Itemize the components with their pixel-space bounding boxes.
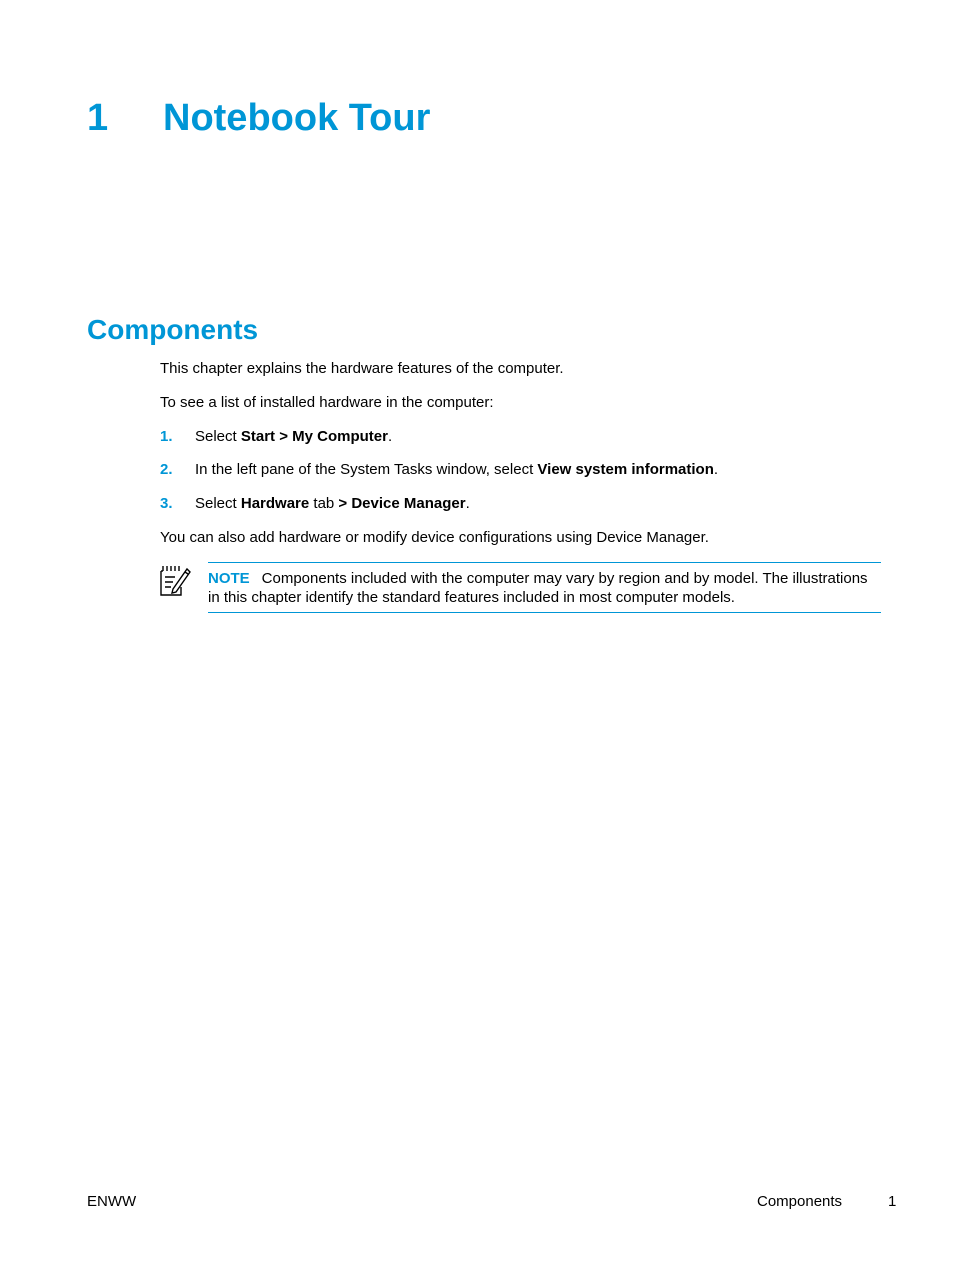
step-ui-path: View system information bbox=[537, 461, 714, 478]
step-number: 1. bbox=[160, 428, 173, 445]
step-number: 3. bbox=[160, 495, 173, 512]
step-text: Select bbox=[195, 495, 241, 512]
step-3 bbox=[160, 495, 470, 513]
footer-section: Components bbox=[757, 1193, 843, 1210]
step-text: tab bbox=[309, 495, 339, 512]
chapter-number: 1 bbox=[87, 97, 109, 139]
step-text: . bbox=[387, 428, 393, 445]
step-text: Select bbox=[195, 428, 241, 445]
note-body: Components included with the computer may vary by region and by model. The illustrations in this chapter identify the standard features included in most computer models. bbox=[208, 570, 868, 606]
note-text bbox=[208, 569, 878, 607]
note-pencil-icon bbox=[159, 563, 191, 597]
closing-paragraph: You can also add hardware or modify device configurations using Device Manager. bbox=[160, 529, 709, 546]
chapter-title bbox=[87, 94, 430, 142]
step-number: 2. bbox=[160, 461, 173, 478]
step-2 bbox=[160, 461, 718, 479]
step-ui-path: > Device Manager bbox=[338, 495, 466, 512]
note-box bbox=[208, 562, 881, 613]
step-text: . bbox=[713, 461, 719, 478]
step-1 bbox=[160, 428, 392, 446]
step-text: . bbox=[465, 495, 470, 512]
note-label: NOTE bbox=[208, 570, 250, 587]
footer-left: ENWW bbox=[87, 1193, 137, 1210]
step-text: In the left pane of the System Tasks window, select bbox=[195, 461, 538, 478]
step-ui-path: Start > My Computer bbox=[240, 428, 388, 445]
intro-paragraph-1: This chapter explains the hardware features of the computer. bbox=[160, 360, 564, 377]
intro-paragraph-2: To see a list of installed hardware in the computer: bbox=[160, 394, 494, 411]
footer-page-number: 1 bbox=[888, 1193, 897, 1210]
step-ui-path: Hardware bbox=[240, 495, 310, 512]
chapter-title-text: Notebook Tour bbox=[163, 97, 431, 139]
section-title: Components bbox=[87, 314, 259, 345]
